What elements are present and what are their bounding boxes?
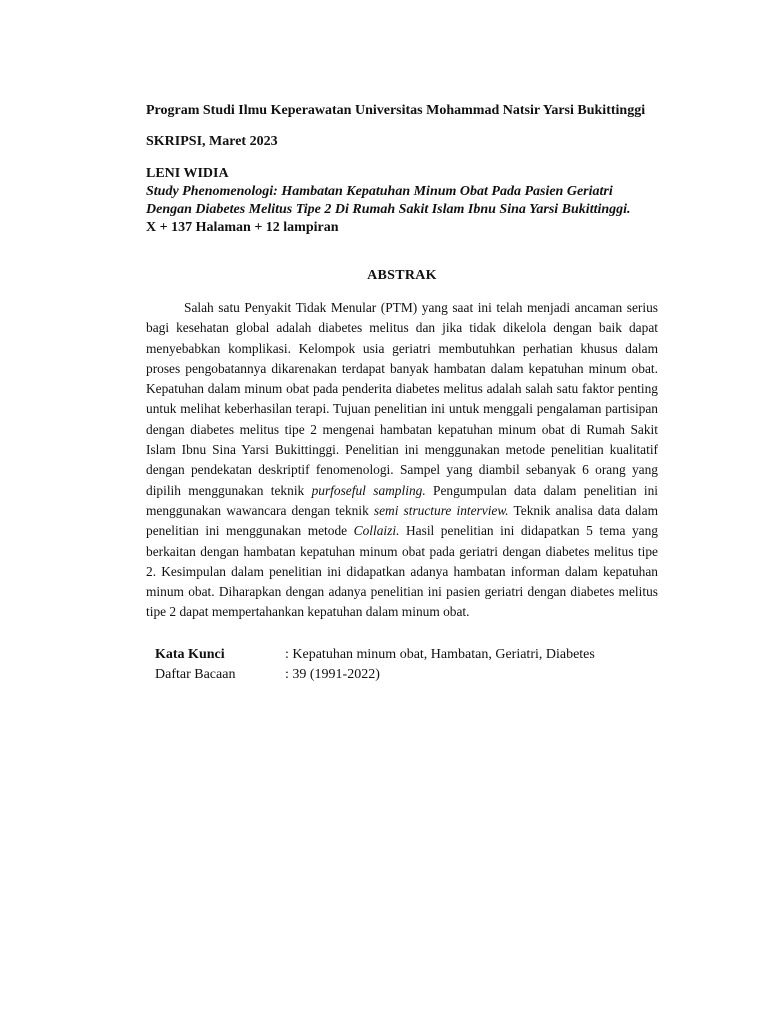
keywords-row [155,645,658,665]
abstract-segment-italic: semi structure interview. [373,502,509,518]
abstract-segment: Hasil penelitian ini didapatkan 5 tema yang berkaitan dengan hambatan kepatuhan minum obat pada geriatri dengan diabetes melitus tipe 2. Kesimpulan dalam penelitian ini didapatkan adanya hambatan informan dalam kepatuhan minum obat. Diharapkan dengan adanya penelitian ini pasien geriatri dengan diabetes melitus tipe 2 dapat mempertahankan kepatuhan dalam minum obat. [146,523,658,620]
author-name: LENI WIDIA [146,166,229,181]
institution-header: Program Studi Ilmu Keperawatan Universitas Mohammad Natsir Yarsi Bukittinggi [146,103,646,118]
abstract-heading: ABSTRAK [367,268,437,283]
thesis-title: Study Phenomenologi: Hambatan Kepatuhan Minum Obat Pada Pasien Geriatri Dengan Diabetes Melitus Tipe 2 Di Rumah Sakit Islam Ibnu Sina Yarsi Bukittinggi. [146,184,631,217]
page-count: X + 137 Halaman + 12 lampiran [146,220,339,235]
author-block [146,165,658,237]
keywords-label: Kata Kunci [155,646,225,662]
abstract-segment: Pengumpulan data dalam penelitian ini menggunakan wawancara dengan teknik [146,482,658,518]
document-type-date: SKRIPSI, Maret 2023 [146,134,278,149]
keywords-block [155,645,658,685]
abstract-paragraph [146,298,658,623]
keywords-value: : Kepatuhan minum obat, Hambatan, Geriatri, Diabetes [285,646,595,662]
abstract-segment: Salah satu Penyakit Tidak Menular (PTM) yang saat ini telah menjadi ancaman serius bagi kesehatan global adalah diabetes melitus dan jika tidak dikelola dengan baik dapat menyebabkan komplikasi. Kelompok usia geriatri membutuhkan perhatian khusus dalam proses pengobatannya dikarenakan terdapat banyak hambatan dalam kepatuhan minum obat. Kepatuhan dalam minum obat pada penderita diabetes melitus adalah salah satu faktor penting untuk melihat keberhasilan terapi. Tujuan penelitian ini untuk menggali pengalaman partisipan dengan diabetes melitus tipe 2 mengenai hambatan kepatuhan minum obat di Rumah Sakit Islam Ibnu Sina Yarsi Bukittinggi. Penelitian ini menggunakan metode penelitian kualitatif dengan pendekatan deskriptif fenomenologi. Sampel yang diambil sebanyak 6 orang yang dipilih menggunakan teknik [146,300,658,498]
abstract-segment-italic: purfoseful sampling. [311,482,426,498]
references-row [155,665,658,685]
references-label: Daftar Bacaan [155,666,236,682]
abstract-segment-italic: Collaizi. [353,523,400,539]
abstract-segment: Teknik analisa data dalam penelitian ini menggunakan metode [146,502,659,539]
references-value: : 39 (1991-2022) [285,666,380,682]
document-page [146,101,658,685]
